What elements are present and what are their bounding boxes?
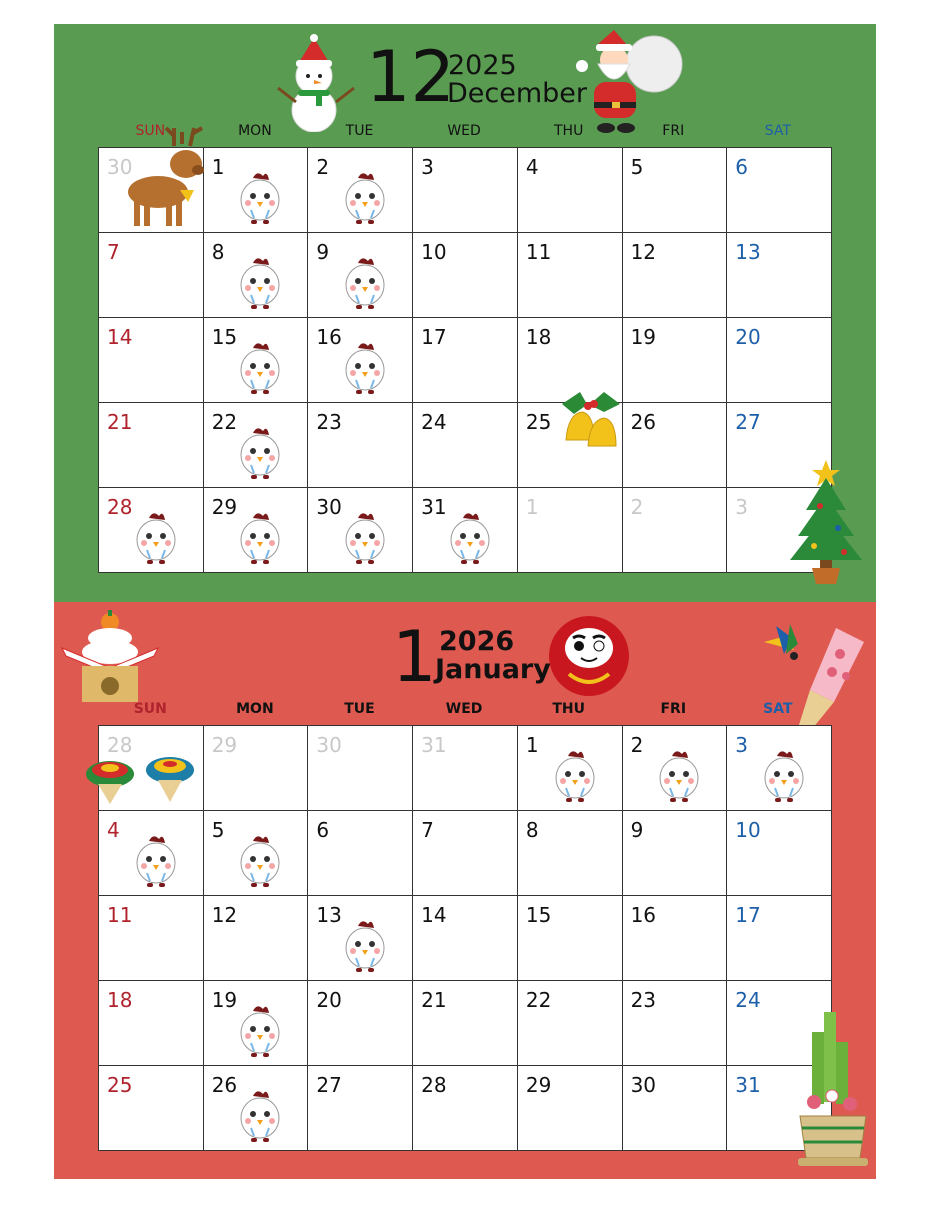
day-number: 5	[211, 818, 225, 842]
weekday-sat: SAT	[764, 123, 791, 139]
day-number: 6	[316, 818, 330, 842]
day-cell[interactable]	[727, 811, 832, 896]
day-cell[interactable]	[518, 233, 623, 318]
year-label: 2026	[439, 626, 515, 657]
day-cell[interactable]	[308, 1066, 413, 1151]
day-number: 18	[107, 988, 133, 1012]
day-number: 30	[107, 155, 133, 179]
day-number: 26	[211, 1073, 238, 1097]
weekday-sun: SUN	[135, 123, 166, 139]
day-cell[interactable]	[727, 726, 832, 811]
chicken-mascot-icon	[239, 833, 281, 889]
reindeer-icon	[124, 124, 220, 234]
day-number: 29	[211, 495, 238, 519]
weekday-wed: WED	[445, 701, 483, 717]
day-number: 31	[421, 733, 447, 757]
chicken-mascot-icon	[239, 510, 281, 566]
day-cell[interactable]	[413, 896, 518, 981]
day-cell[interactable]	[413, 318, 518, 403]
december-calendar	[54, 24, 876, 602]
day-cell[interactable]	[99, 318, 204, 403]
day-number: 12	[211, 903, 238, 927]
day-cell[interactable]	[204, 403, 309, 488]
chicken-mascot-icon	[449, 510, 491, 566]
day-number: 4	[525, 155, 539, 179]
weekday-mon: MON	[236, 701, 274, 717]
day-cell[interactable]	[518, 148, 623, 233]
chicken-mascot-icon	[135, 510, 177, 566]
day-cell[interactable]	[727, 148, 832, 233]
day-cell[interactable]	[413, 726, 518, 811]
weekday-fri: FRI	[662, 123, 685, 139]
day-cell[interactable]	[413, 1066, 518, 1151]
day-number: 3	[735, 495, 749, 519]
day-number: 28	[107, 733, 133, 757]
chicken-mascot-icon	[239, 170, 281, 226]
hagoita-icon	[754, 618, 874, 736]
day-cell[interactable]	[413, 233, 518, 318]
day-cell[interactable]	[204, 318, 309, 403]
year-label: 2025	[448, 50, 517, 81]
day-cell[interactable]	[518, 981, 623, 1066]
january-calendar	[54, 602, 876, 1179]
christmas-tree-icon	[786, 456, 866, 586]
day-number: 28	[421, 1073, 447, 1097]
weekday-fri: FRI	[660, 701, 687, 717]
day-number: 14	[421, 903, 447, 927]
day-cell[interactable]	[308, 896, 413, 981]
chicken-mascot-icon	[658, 748, 700, 804]
day-number: 24	[421, 410, 447, 434]
day-number: 19	[211, 988, 238, 1012]
weekday-tue: TUE	[345, 123, 374, 139]
day-cell[interactable]	[99, 1066, 204, 1151]
day-cell[interactable]	[727, 896, 832, 981]
day-number: 6	[735, 155, 749, 179]
day-number: 2	[316, 155, 330, 179]
day-number: 30	[630, 1073, 657, 1097]
day-number: 13	[735, 240, 761, 264]
month-number: 12	[366, 36, 456, 118]
day-number: 5	[630, 155, 644, 179]
day-number: 19	[630, 325, 657, 349]
weekday-tue: TUE	[344, 701, 375, 717]
day-cell[interactable]	[623, 1066, 728, 1151]
day-cell[interactable]	[413, 981, 518, 1066]
day-number: 18	[525, 325, 552, 349]
day-cell[interactable]	[204, 233, 309, 318]
day-number: 30	[316, 733, 342, 757]
day-number: 2	[630, 495, 644, 519]
day-number: 17	[735, 903, 761, 927]
day-cell[interactable]	[204, 811, 309, 896]
chicken-mascot-icon	[135, 833, 177, 889]
day-number: 29	[525, 1073, 552, 1097]
day-number: 20	[735, 325, 761, 349]
weekday-wed: WED	[447, 123, 481, 139]
day-cell[interactable]	[204, 1066, 309, 1151]
day-number: 7	[421, 818, 434, 842]
day-number: 3	[421, 155, 434, 179]
day-number: 15	[525, 903, 552, 927]
chicken-mascot-icon	[344, 255, 386, 311]
day-cell[interactable]	[204, 488, 309, 573]
chicken-mascot-icon	[239, 340, 281, 396]
day-number: 16	[316, 325, 342, 349]
chicken-mascot-icon	[344, 170, 386, 226]
daruma-icon	[547, 614, 631, 698]
day-cell[interactable]	[204, 896, 309, 981]
day-cell[interactable]	[623, 233, 728, 318]
day-cell[interactable]	[518, 896, 623, 981]
day-cell[interactable]	[518, 726, 623, 811]
chicken-mascot-icon	[344, 340, 386, 396]
day-cell[interactable]	[308, 811, 413, 896]
kagami-mochi-icon	[58, 608, 164, 708]
day-cell[interactable]	[623, 318, 728, 403]
day-cell[interactable]	[623, 981, 728, 1066]
weekday-sun: SUN	[133, 701, 167, 717]
kadomatsu-icon	[796, 1006, 870, 1170]
day-number: 20	[316, 988, 342, 1012]
chicken-mascot-icon	[239, 425, 281, 481]
chicken-mascot-icon	[239, 255, 281, 311]
day-cell[interactable]	[308, 233, 413, 318]
month-name: January	[435, 654, 551, 685]
weekday-mon: MON	[238, 123, 272, 139]
day-cell[interactable]	[308, 981, 413, 1066]
day-number: 13	[316, 903, 342, 927]
january-header	[54, 602, 876, 722]
day-number: 27	[735, 410, 761, 434]
weekday-header	[98, 701, 830, 717]
day-cell[interactable]	[727, 318, 832, 403]
day-cell[interactable]	[99, 981, 204, 1066]
day-number: 4	[107, 818, 120, 842]
day-cell[interactable]	[99, 811, 204, 896]
day-number: 11	[525, 240, 552, 264]
day-number: 2	[630, 733, 644, 757]
day-cell[interactable]	[99, 233, 204, 318]
day-number: 1	[525, 495, 539, 519]
day-number: 21	[107, 410, 133, 434]
weekday-thu: THU	[554, 123, 584, 139]
day-cell[interactable]	[623, 148, 728, 233]
day-number: 10	[421, 240, 447, 264]
day-number: 14	[107, 325, 133, 349]
snowman-icon	[276, 32, 356, 132]
chicken-mascot-icon	[344, 918, 386, 974]
day-cell[interactable]	[204, 726, 309, 811]
weekday-sat: SAT	[763, 701, 793, 717]
day-number: 9	[316, 240, 330, 264]
day-cell[interactable]	[413, 148, 518, 233]
day-number: 31	[735, 1073, 761, 1097]
day-cell[interactable]	[308, 726, 413, 811]
day-number: 8	[525, 818, 539, 842]
day-number: 23	[630, 988, 657, 1012]
day-number: 12	[630, 240, 657, 264]
day-cell[interactable]	[308, 403, 413, 488]
day-cell[interactable]	[623, 726, 728, 811]
day-cell[interactable]	[204, 981, 309, 1066]
day-number: 7	[107, 240, 120, 264]
day-number: 23	[316, 410, 342, 434]
day-cell[interactable]	[623, 811, 728, 896]
day-number: 16	[630, 903, 657, 927]
day-number: 1	[211, 155, 225, 179]
day-cell[interactable]	[518, 811, 623, 896]
day-cell[interactable]	[623, 403, 728, 488]
day-number: 17	[421, 325, 447, 349]
bells-icon	[554, 390, 626, 454]
chicken-mascot-icon	[239, 1088, 281, 1144]
day-cell[interactable]	[99, 896, 204, 981]
day-number: 10	[735, 818, 761, 842]
day-cell[interactable]	[308, 318, 413, 403]
day-number: 1	[525, 733, 539, 757]
day-number: 15	[211, 325, 238, 349]
day-cell[interactable]	[99, 488, 204, 573]
day-number: 27	[316, 1073, 342, 1097]
day-cell[interactable]	[413, 811, 518, 896]
month-name: December	[447, 78, 588, 109]
day-number: 25	[525, 410, 552, 434]
day-number: 24	[735, 988, 761, 1012]
chicken-mascot-icon	[239, 1003, 281, 1059]
day-number: 22	[525, 988, 552, 1012]
month-number: 1	[392, 616, 437, 698]
day-number: 8	[211, 240, 225, 264]
day-cell[interactable]	[308, 148, 413, 233]
day-number: 3	[735, 733, 749, 757]
day-cell[interactable]	[413, 403, 518, 488]
day-number: 21	[421, 988, 447, 1012]
day-cell[interactable]	[99, 403, 204, 488]
day-cell[interactable]	[413, 488, 518, 573]
day-number: 25	[107, 1073, 133, 1097]
day-number: 29	[211, 733, 238, 757]
day-number: 26	[630, 410, 657, 434]
day-number: 22	[211, 410, 238, 434]
santa-icon	[574, 30, 686, 138]
day-cell[interactable]	[518, 1066, 623, 1151]
day-number: 28	[107, 495, 133, 519]
day-number: 31	[421, 495, 447, 519]
chicken-mascot-icon	[554, 748, 596, 804]
day-cell[interactable]	[727, 233, 832, 318]
day-number: 30	[316, 495, 342, 519]
chicken-mascot-icon	[344, 510, 386, 566]
day-cell[interactable]	[308, 488, 413, 573]
day-cell[interactable]	[623, 896, 728, 981]
day-number: 9	[630, 818, 644, 842]
day-number: 11	[107, 903, 133, 927]
chicken-mascot-icon	[763, 748, 805, 804]
day-cell[interactable]	[518, 488, 623, 573]
spinning-tops-icon	[84, 744, 200, 808]
day-cell[interactable]	[623, 488, 728, 573]
january-day-grid	[98, 725, 832, 1151]
weekday-thu: THU	[552, 701, 585, 717]
